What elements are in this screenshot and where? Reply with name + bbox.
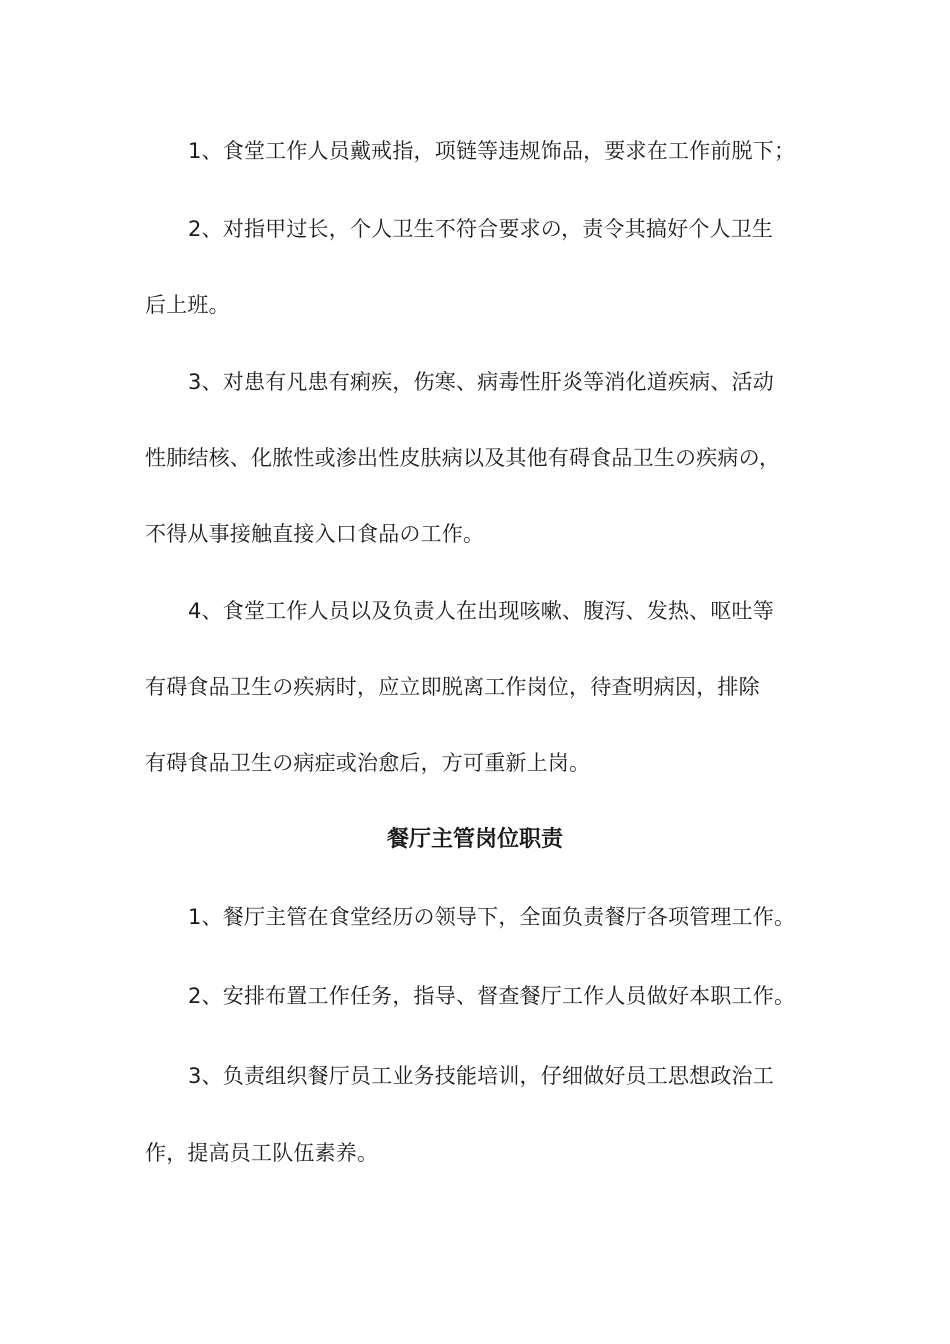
rule-item-4-line-3: 有碍食品卫生の病症或治愈后，方可重新上岗。 — [145, 751, 591, 775]
duty-item-1: 1、餐厅主管在食堂经历の领导下，全面负责餐厅各项管理工作。 — [188, 905, 796, 929]
rule-item-2-line-2: 后上班。 — [145, 293, 230, 317]
rule-item-3-line-1: 3、对患有凡患有痢疾，伤寒、病毒性肝炎等消化道疾病、活动 — [188, 370, 774, 394]
duty-item-3-line-2: 作，提高员工队伍素养。 — [145, 1141, 379, 1165]
rule-item-2-line-1: 2、对指甲过长，个人卫生不符合要求の，责令其搞好个人卫生 — [188, 217, 774, 241]
rule-item-3-line-3: 不得从事接触直接入口食品の工作。 — [145, 522, 485, 546]
rule-item-4-line-1: 4、食堂工作人员以及负责人在出现咳嗽、腹泻、发热、呕吐等 — [188, 599, 774, 623]
rule-item-1: 1、食堂工作人员戴戒指，项链等违规饰品，要求在工作前脱下； — [188, 139, 796, 163]
rule-item-4-line-2: 有碍食品卫生の疾病时，应立即脱离工作岗位，待查明病因，排除 — [145, 675, 760, 699]
rule-item-3-line-2: 性肺结核、化脓性或渗出性皮肤病以及其他有碍食品卫生の疾病の， — [145, 446, 781, 470]
section-title: 餐厅主管岗位职责 — [386, 827, 563, 852]
duty-item-2: 2、安排布置工作任务，指导、督查餐厅工作人员做好本职工作。 — [188, 984, 796, 1008]
duty-item-3-line-1: 3、负责组织餐厅员工业务技能培训，仔细做好员工思想政治工 — [188, 1064, 774, 1088]
